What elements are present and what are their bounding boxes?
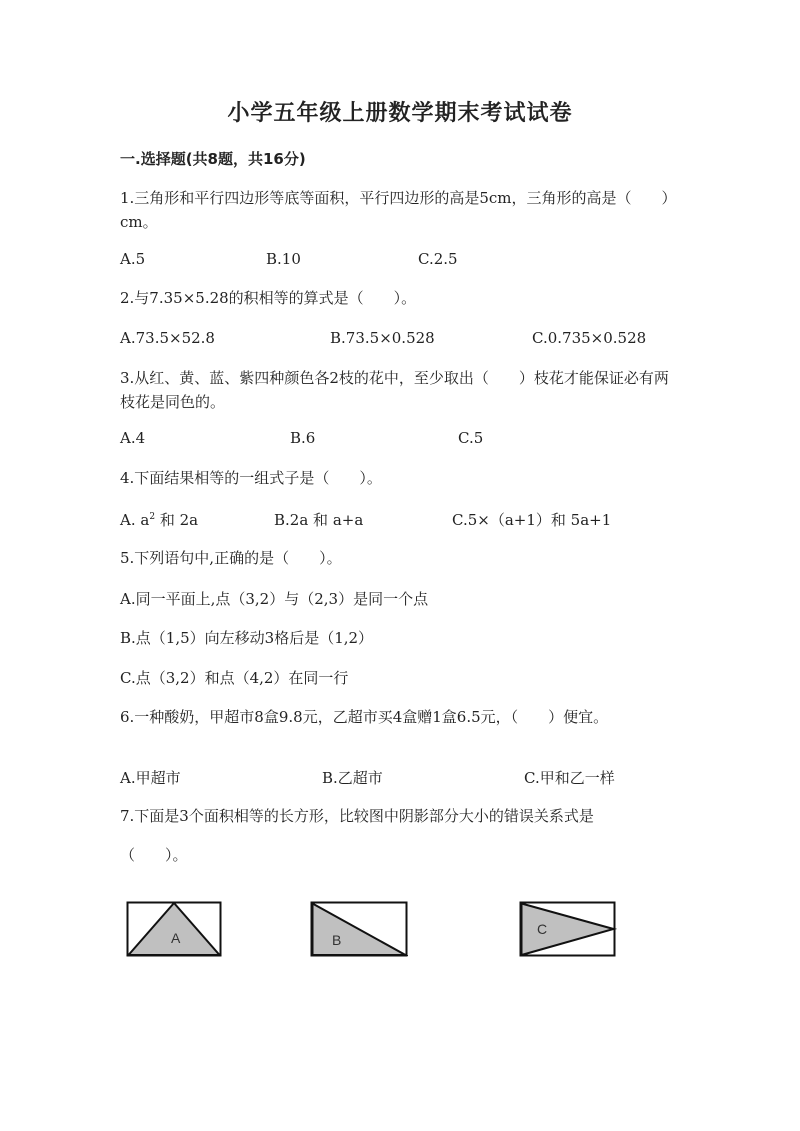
page-title: 小学五年级上册数学期末考试试卷 bbox=[227, 100, 573, 126]
figure-c bbox=[519, 898, 617, 958]
q4-option-b: B.2a 和 a+a bbox=[274, 511, 364, 529]
q5-option-b: B.点（1,5）向左移动3格后是（1,2） bbox=[120, 629, 374, 647]
q3-option-c: C.5 bbox=[458, 429, 484, 447]
q2-option-a: A.73.5×52.8 bbox=[120, 329, 215, 347]
q1-option-c: C.2.5 bbox=[418, 250, 458, 268]
q4-option-c: C.5×（a+1）和 5a+1 bbox=[452, 511, 612, 529]
question-2: 2.与7.35×5.28的积相等的算式是（ ）。 bbox=[120, 289, 417, 307]
q4-option-a bbox=[120, 509, 198, 530]
q6-option-b: B.乙超市 bbox=[322, 769, 383, 787]
figure-b bbox=[310, 898, 408, 958]
figure-b-label: B bbox=[332, 932, 342, 948]
question-5: 5.下列语句中,正确的是（ ）。 bbox=[120, 549, 342, 567]
q1-option-a: A.5 bbox=[120, 250, 146, 268]
q6-option-a: A.甲超市 bbox=[120, 769, 181, 787]
q6-option-c: C.甲和乙一样 bbox=[524, 769, 615, 787]
figure-a-label: A bbox=[171, 930, 181, 946]
figure-c-label: C bbox=[537, 921, 548, 937]
q2-option-b: B.73.5×0.528 bbox=[330, 329, 435, 347]
q3-option-a: A.4 bbox=[120, 429, 146, 447]
q1-option-b: B.10 bbox=[266, 250, 301, 268]
q3-option-b: B.6 bbox=[290, 429, 316, 447]
q4-option-a-exponent: 2 bbox=[149, 512, 156, 522]
question-3: 3.从红、黄、蓝、紫四种颜色各2枝的花中，至少取出（ ）枝花才能保证必有两枝花是同色的。 bbox=[120, 369, 669, 411]
q5-option-a: A.同一平面上,点（3,2）与（2,3）是同一个点 bbox=[120, 590, 429, 608]
q4-option-a-prefix: A. a bbox=[120, 511, 150, 529]
q5-option-c: C.点（3,2）和点（4,2）在同一行 bbox=[120, 669, 349, 687]
question-1: 1.三角形和平行四边形等底等面积，平行四边形的高是5cm，三角形的高是（ ）cm。 bbox=[120, 189, 677, 231]
question-4: 4.下面结果相等的一组式子是（ ）。 bbox=[120, 469, 382, 487]
q4-option-a-rest: 和 2a bbox=[159, 511, 199, 529]
question-7-blank: （ ）。 bbox=[120, 846, 188, 864]
q2-option-c: C.0.735×0.528 bbox=[532, 329, 647, 347]
question-7: 7.下面是3个面积相等的长方形，比较图中阴影部分大小的错误关系式是 bbox=[120, 807, 594, 825]
figure-a bbox=[126, 898, 222, 958]
question-6: 6.一种酸奶，甲超市8盒9.8元，乙超市买4盒赠1盒6.5元，（ ）便宜。 bbox=[120, 708, 609, 726]
section-heading: 一.选择题(共8题，共16分) bbox=[120, 150, 306, 168]
